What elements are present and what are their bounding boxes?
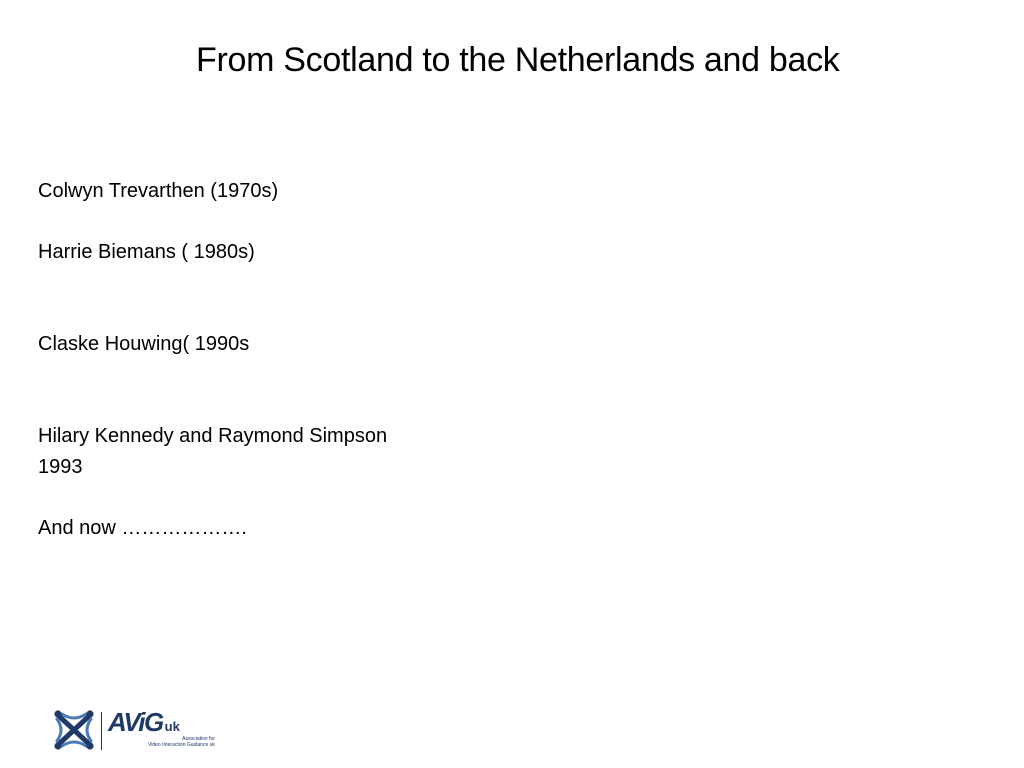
avig-logo [52, 707, 215, 756]
logo-subtitle-line2: Video Interaction Guidance uk [148, 742, 215, 748]
text-line-and-now: And now ………………. [38, 517, 247, 539]
logo-divider [101, 712, 102, 750]
text-line-trevarthen: Colwyn Trevarthen (1970s) [38, 180, 279, 202]
logo-wordmark [108, 708, 180, 736]
text-line-kennedy-simpson: Hilary Kennedy and Raymond Simpson [38, 425, 388, 447]
people-network-icon [52, 708, 96, 752]
logo-subtitle [148, 736, 215, 748]
logo-subtitle-line1: Association for [182, 736, 215, 742]
text-line-biemans: Harrie Biemans ( 1980s) [38, 241, 255, 263]
logo-wordmark-suffix: uk [164, 719, 180, 734]
slide-title: From Scotland to the Netherlands and back [196, 41, 840, 79]
logo-wordmark-main: AViG [108, 707, 163, 737]
text-line-1993: 1993 [38, 456, 83, 478]
text-line-houwing: Claske Houwing( 1990s [38, 333, 250, 355]
